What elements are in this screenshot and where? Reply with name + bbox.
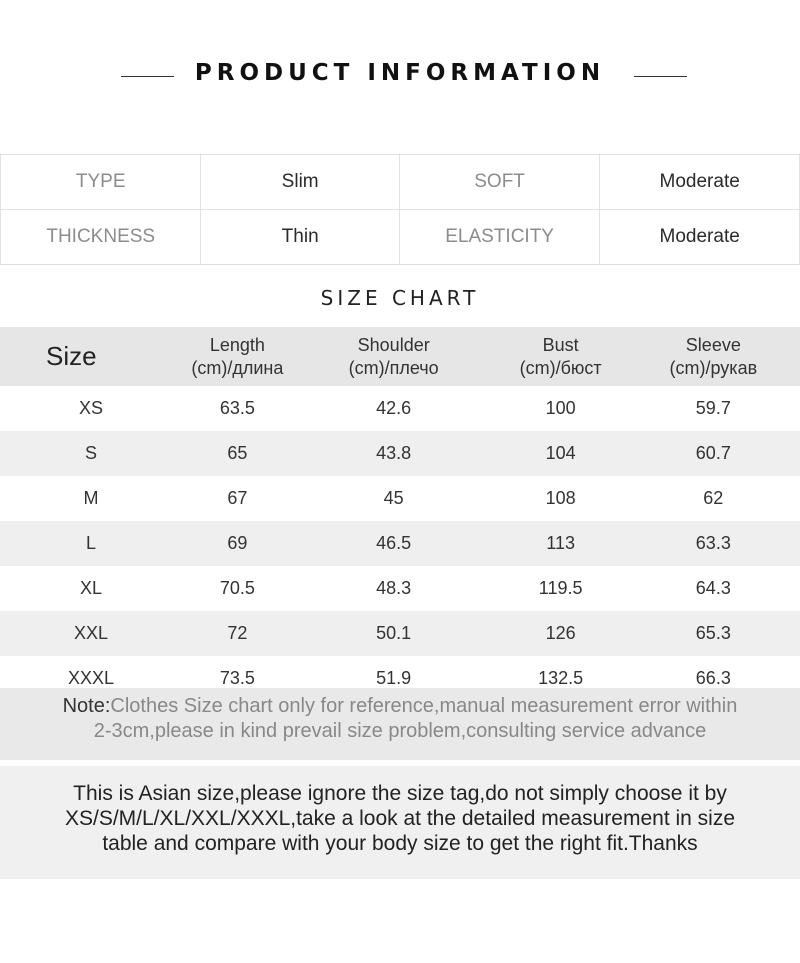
header-bust xyxy=(495,327,627,386)
product-info-table xyxy=(0,154,800,265)
cell-sleeve: 62 xyxy=(703,488,724,508)
table-row xyxy=(0,386,800,431)
cell-bust: 100 xyxy=(545,398,576,418)
cell-length: 72 xyxy=(182,611,293,656)
cell-length: 63.5 xyxy=(219,398,255,418)
size-chart-table xyxy=(0,327,800,701)
header-shoulder-unit: (cm)/плечо xyxy=(348,357,439,378)
disclaimer-line-2: XS/S/M/L/XL/XXL/XXXL,take a look at the detailed measurement in size xyxy=(64,807,736,830)
table-row xyxy=(0,476,800,521)
info-key: TYPE xyxy=(1,155,201,210)
cell-bust: 132.5 xyxy=(538,668,584,688)
cell-bust: 104 xyxy=(495,431,627,476)
header-sleeve xyxy=(627,327,800,386)
info-row xyxy=(1,155,800,210)
cell-size: XXL xyxy=(0,611,182,656)
cell-sleeve: 63.3 xyxy=(627,521,800,566)
cell-shoulder: 46.5 xyxy=(293,521,495,566)
size-chart-title: SIZE CHART xyxy=(320,286,480,310)
cell-sleeve: 59.7 xyxy=(695,398,731,418)
info-value: Moderate xyxy=(600,210,800,265)
info-key: THICKNESS xyxy=(1,210,201,265)
table-row xyxy=(0,566,800,611)
cell-sleeve: 60.7 xyxy=(627,431,800,476)
cell-size: S xyxy=(0,431,182,476)
cell-size: XL xyxy=(80,578,103,598)
cell-shoulder: 45 xyxy=(383,488,404,508)
cell-bust: 119.5 xyxy=(538,578,583,598)
info-row xyxy=(1,210,800,265)
cell-size: M xyxy=(83,488,99,508)
cell-shoulder: 42.6 xyxy=(376,398,412,418)
cell-shoulder: 50.1 xyxy=(293,611,495,656)
cell-size: XXXL xyxy=(68,668,115,688)
note-label: Note: xyxy=(62,695,111,717)
header-shoulder-name: Shoulder xyxy=(357,334,430,355)
info-value: Thin xyxy=(201,210,399,265)
cell-length: 65 xyxy=(182,431,293,476)
info-value: Moderate xyxy=(600,155,800,210)
info-value: Slim xyxy=(201,155,399,210)
cell-size: XS xyxy=(79,398,104,418)
cell-length: 69 xyxy=(182,521,293,566)
table-row xyxy=(0,521,800,566)
header-length-name: Length xyxy=(209,334,265,355)
header-length-unit: (cm)/длина xyxy=(191,357,284,378)
header-bust-name: Bust xyxy=(542,334,579,355)
table-row xyxy=(0,431,800,476)
header-length xyxy=(182,327,293,386)
size-chart-header-row xyxy=(0,327,800,386)
page-title: PRODUCT INFORMATION xyxy=(194,60,606,86)
header-shoulder xyxy=(293,327,495,386)
title-right-rule xyxy=(634,76,687,77)
cell-size: L xyxy=(0,521,182,566)
cell-length: 70.5 xyxy=(219,578,255,598)
size-note xyxy=(0,688,800,760)
cell-bust: 126 xyxy=(495,611,627,656)
cell-length: 73.5 xyxy=(219,668,255,688)
page-header xyxy=(0,56,800,96)
cell-sleeve: 65.3 xyxy=(627,611,800,656)
disclaimer-line-3: table and compare with your body size to get the right fit.Thanks xyxy=(102,832,698,855)
info-key: ELASTICITY xyxy=(399,210,599,265)
cell-sleeve: 64.3 xyxy=(695,578,731,598)
header-size: Size xyxy=(0,327,182,386)
cell-shoulder: 51.9 xyxy=(376,668,412,688)
note-line-1 xyxy=(0,694,800,719)
cell-bust: 108 xyxy=(545,488,576,508)
header-sleeve-name: Sleeve xyxy=(685,334,741,355)
cell-length: 67 xyxy=(227,488,248,508)
header-sleeve-unit: (cm)/рукав xyxy=(669,357,758,378)
table-row xyxy=(0,611,800,656)
cell-bust: 113 xyxy=(495,521,627,566)
note-line-2: 2-3cm,please in kind prevail size problem,consulting service advance xyxy=(93,720,707,742)
note-text-1: Clothes Size chart only for reference,manual measurement error within xyxy=(110,695,738,717)
asian-size-disclaimer xyxy=(0,766,800,879)
header-bust-unit: (cm)/бюст xyxy=(519,357,602,378)
cell-shoulder: 48.3 xyxy=(376,578,412,598)
cell-shoulder: 43.8 xyxy=(293,431,495,476)
disclaimer-line-1: This is Asian size,please ignore the size tag,do not simply choose it by xyxy=(73,782,727,805)
info-key: SOFT xyxy=(399,155,599,210)
cell-sleeve: 66.3 xyxy=(695,668,731,688)
